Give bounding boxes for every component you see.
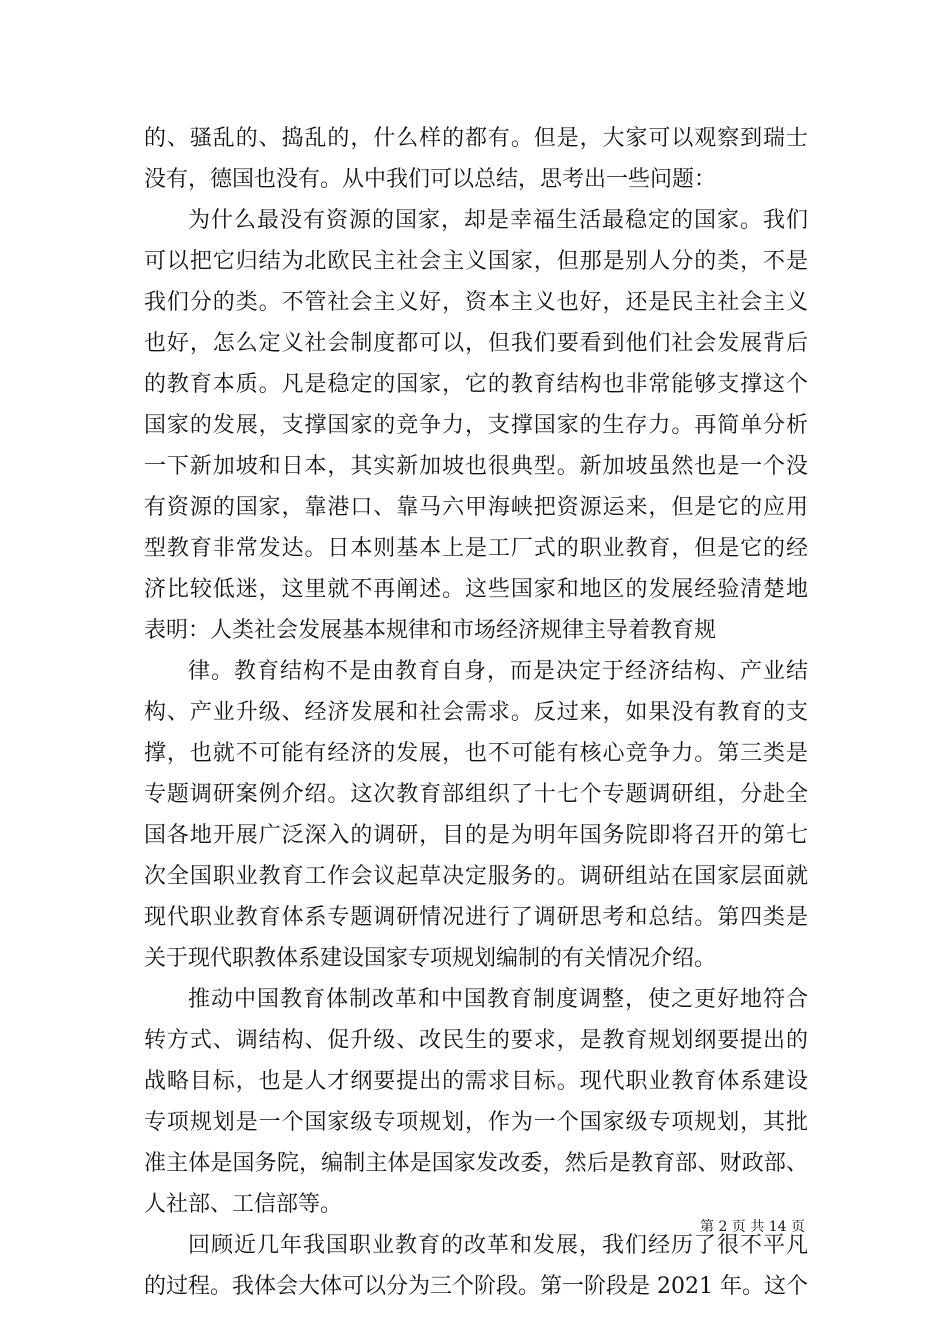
text-line: 没有，德国也没有。从中我们可以总结，思考出一些问题： bbox=[144, 167, 717, 192]
text-line: 律。教育结构不是由教育自身，而是决定于经济结构、产业结 bbox=[188, 659, 808, 684]
text-line: 也好，怎么定义社会制度都可以，但我们要看到他们社会发展背后 bbox=[144, 331, 808, 356]
text-line: 的、骚乱的、捣乱的，什么样的都有。但是，大家可以观察到瑞士 bbox=[144, 126, 808, 151]
text-line: 一下新加坡和日本，其实新加坡也很典型。新加坡虽然也是一个没 bbox=[144, 454, 808, 479]
text-line: 转方式、调结构、促升级、改民生的要求，是教育规划纲要提出的 bbox=[144, 1028, 808, 1053]
text-line: 推动中国教育体制改革和中国教育制度调整，使之更好地符合 bbox=[188, 987, 808, 1012]
text-line: 型教育非常发达。日本则基本上是工厂式的职业教育，但是它的经 bbox=[144, 536, 808, 561]
text-line: 有资源的国家，靠港口、靠马六甲海峡把资源运来，但是它的应用 bbox=[144, 495, 808, 520]
text-line: 次全国职业教育工作会议起草决定服务的。调研组站在国家层面就 bbox=[144, 864, 808, 889]
text-line: 我们分的类。不管社会主义好，资本主义也好，还是民主社会主义 bbox=[144, 290, 808, 315]
text-line: 的过程。我体会大体可以分为三个阶段。第一阶段是 2021 年。这个 bbox=[144, 1274, 808, 1299]
text-line: 专项规划是一个国家级专项规划，作为一个国家级专项规划，其批 bbox=[144, 1110, 808, 1135]
text-line: 国家的发展，支撑国家的竞争力，支撑国家的生存力。再简单分析 bbox=[144, 413, 808, 438]
text-line: 关于现代职教体系建设国家专项规划编制的有关情况介绍。 bbox=[144, 946, 717, 971]
text-line: 撑，也就不可能有经济的发展，也不可能有核心竞争力。第三类是 bbox=[144, 741, 808, 766]
text-line: 国各地开展广泛深入的调研，目的是为明年国务院即将召开的第七 bbox=[144, 823, 808, 848]
text-line: 的教育本质。凡是稳定的国家，它的教育结构也非常能够支撑这个 bbox=[144, 372, 808, 397]
text-line: 可以把它归结为北欧民主社会主义国家，但那是别人分的类，不是 bbox=[144, 249, 808, 274]
text-line: 济比较低迷，这里就不再阐述。这些国家和地区的发展经验清楚地 bbox=[144, 577, 808, 602]
body-text bbox=[144, 118, 808, 1307]
text-line: 人社部、工信部等。 bbox=[144, 1192, 343, 1217]
text-line: 构、产业升级、经济发展和社会需求。反过来，如果没有教育的支 bbox=[144, 700, 808, 725]
text-line: 为什么最没有资源的国家，却是幸福生活最稳定的国家。我们 bbox=[188, 208, 808, 233]
text-line: 准主体是国务院，编制主体是国家发改委，然后是教育部、财政部、 bbox=[144, 1151, 808, 1176]
text-line: 专题调研案例介绍。这次教育部组织了十七个专题调研组，分赴全 bbox=[144, 782, 808, 807]
page-number-footer: 第 2 页 共 14 页 bbox=[700, 1219, 805, 1235]
text-line: 回顾近几年我国职业教育的改革和发展，我们经历了很不平凡 bbox=[188, 1233, 808, 1258]
text-line: 表明：人类社会发展基本规律和市场经济规律主导着教育规 bbox=[144, 618, 717, 643]
text-line: 现代职业教育体系专题调研情况进行了调研思考和总结。第四类是 bbox=[144, 905, 808, 930]
text-line: 战略目标，也是人才纲要提出的需求目标。现代职业教育体系建设 bbox=[144, 1069, 808, 1094]
